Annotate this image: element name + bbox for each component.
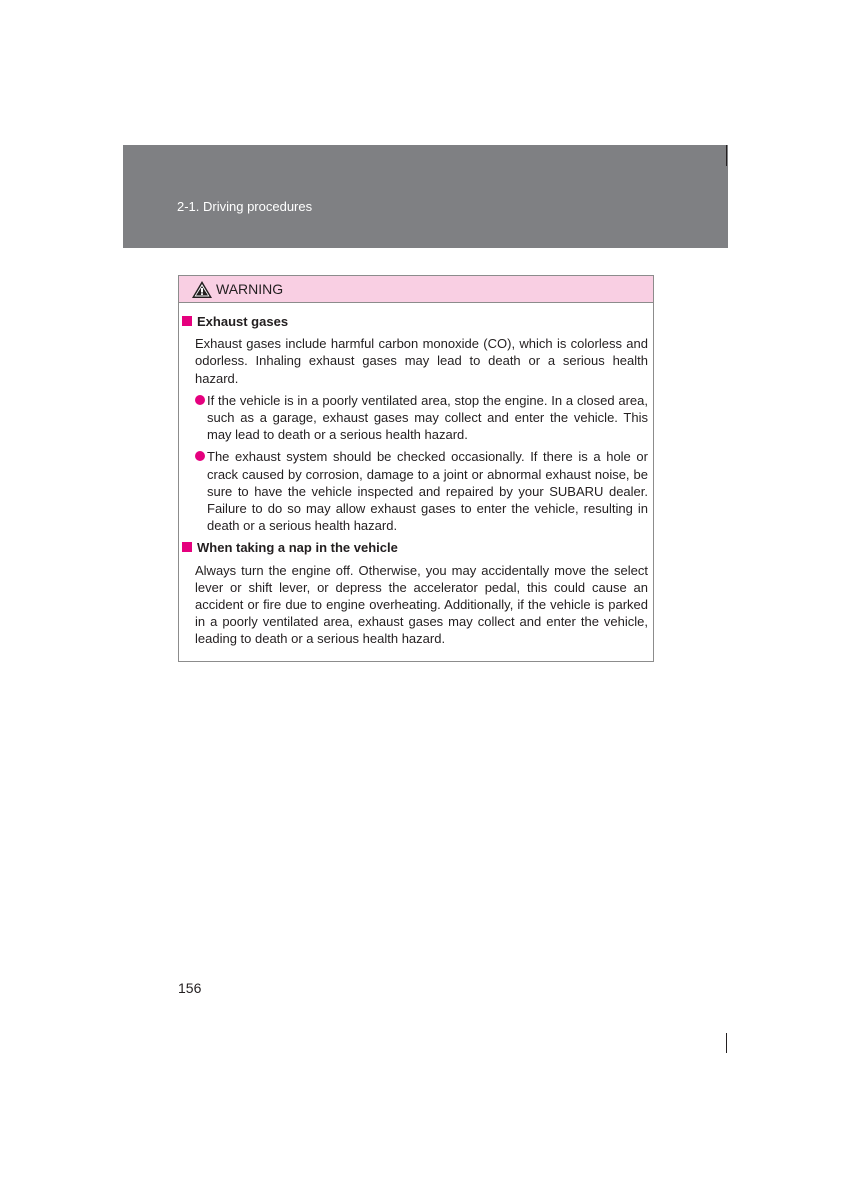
- section-heading-text: When taking a nap in the vehicle: [197, 540, 398, 556]
- warning-label: WARNING: [216, 281, 284, 297]
- section-header-bar: [123, 145, 728, 248]
- square-bullet-icon: [182, 316, 192, 326]
- list-item-text: The exhaust system should be checked occasionally. If there is a hole or crack caused by corrosion, damage to a joint or abnormal exhaust noise, be sure to have the vehicle inspected and repaired by your SUBARU dealer. Failure to do so may allow exhaust gases to enter the vehicle, resulting in death or a serious health hazard.: [207, 449, 648, 534]
- square-bullet-icon: [182, 542, 192, 552]
- section-heading-nap: [182, 539, 653, 556]
- list-item: [195, 448, 648, 534]
- crop-mark-bottom: [726, 1033, 727, 1053]
- warning-content: [179, 313, 653, 648]
- circle-bullet-icon: [195, 451, 205, 461]
- warning-triangle-icon: [191, 280, 213, 299]
- page-number: 156: [178, 980, 202, 996]
- paragraph: Exhaust gases include harmful carbon monoxide (CO), which is colorless and odorless. Inhaling exhaust gases may lead to death or a serious health hazard.: [195, 336, 648, 386]
- circle-bullet-icon: [195, 395, 205, 405]
- section-heading-exhaust-gases: [182, 313, 653, 330]
- section-heading-text: Exhaust gases: [197, 314, 289, 329]
- warning-box: [178, 275, 654, 662]
- paragraph: Always turn the engine off. Otherwise, you may accidentally move the select lever or shift lever, or depress the accelerator pedal, this could cause an accident or fire due to engine overheating. Additionally, if the vehicle is parked in a poorly ventilated area, exhaust gases may collect and enter the vehicle, leading to death or a serious health hazard.: [195, 562, 648, 647]
- section-title: 2-1. Driving procedures: [177, 199, 313, 214]
- list-item: [195, 392, 648, 444]
- list-item-text: If the vehicle is in a poorly ventilated area, stop the engine. In a closed area, such as a garage, exhaust gases may collect and enter the vehicle. This may lead to death or a serious health hazard.: [207, 392, 648, 443]
- crop-mark-top: [726, 145, 727, 166]
- warning-header: [179, 276, 653, 303]
